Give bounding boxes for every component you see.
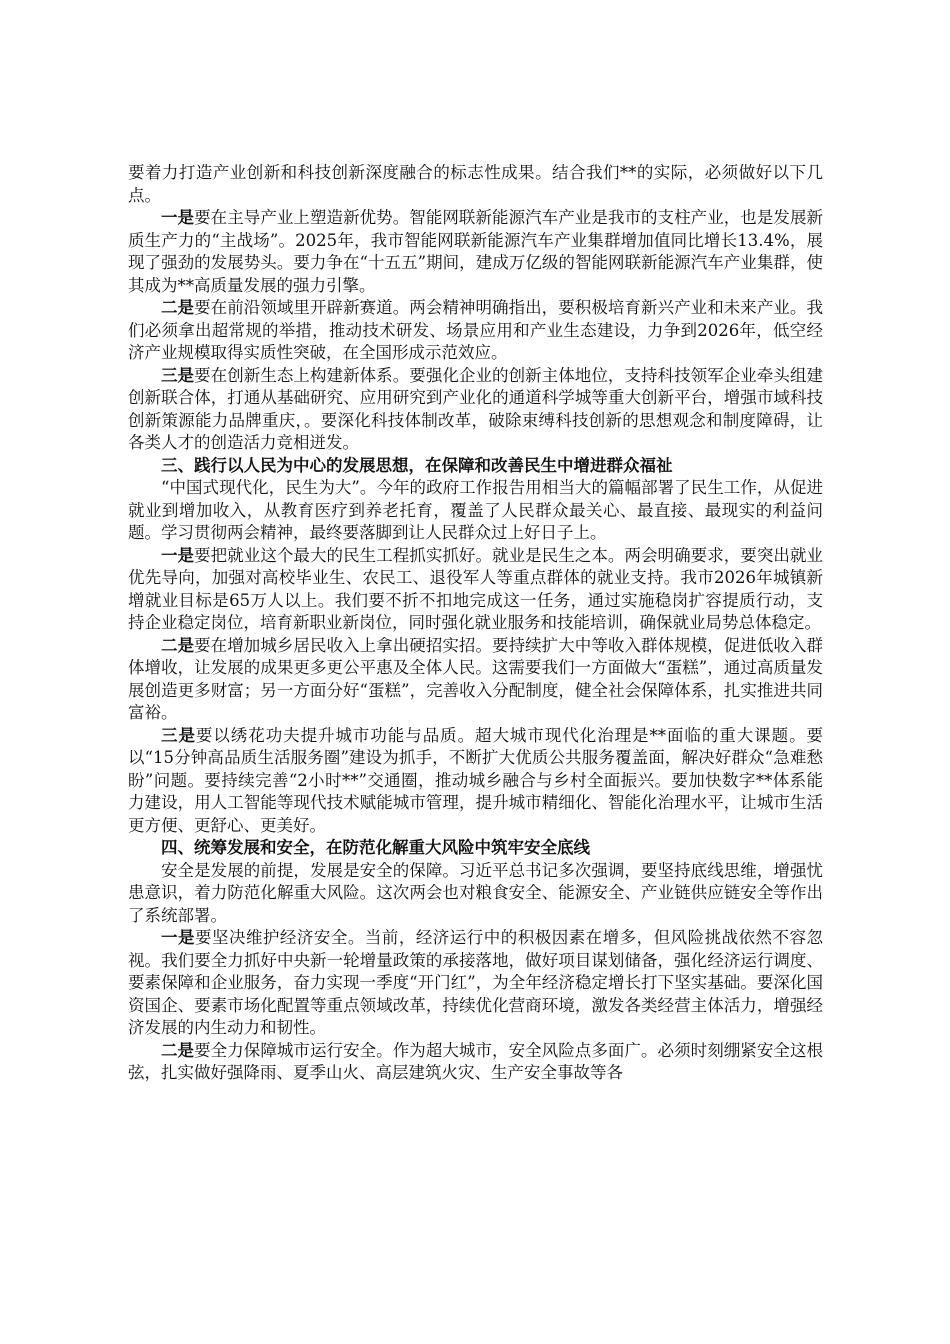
paragraph-7 — [128, 635, 823, 725]
paragraph-lead: 二是 — [161, 1040, 195, 1060]
paragraph-11 — [128, 927, 823, 1040]
paragraph-5 — [128, 477, 823, 545]
paragraph-lead: 二是 — [161, 298, 195, 317]
paragraph-text: 要在增加城乡居民收入上拿出硬招实招。要持续扩大中等收入群体规模，促进低收入群体增收，让发展的成果更多更公平惠及全体人民。这需要我们一方面做大“蛋糕”，通过高质量发展创造更多财富；另一方面分好“蛋糕”，完善收入分配制度，健全社会保障体系，扎实推进共同富裕。 — [128, 635, 824, 722]
paragraph-text: 要以绣花功夫提升城市功能与品质。超大城市现代化治理是**面临的重大课题。要以“15分钟高品质生活服务圈”建设为抓手，不断扩大优质公共服务覆盖面，解决好群众“急难愁盼”问题。要持续完善“2小时**”交通圈，推动城乡融合与乡村全面振兴。要加快数字**体系能力建设，用人工智能等现代技术赋能城市管理，提升城市精细化、智能化治理水平，让城市生活更方便、更舒心、更美好。 — [128, 725, 824, 835]
paragraph-12 — [128, 1040, 823, 1085]
paragraph-0 — [128, 162, 823, 207]
heading-text: 三、践行以人民为中心的发展思想，在保障和改善民生中增进群众福祉 — [161, 455, 673, 475]
paragraph-lead: 三是 — [161, 365, 195, 385]
document-body — [128, 162, 823, 1085]
paragraph-lead: 一是 — [161, 928, 195, 947]
paragraph-text: 要坚决维护经济安全。当前，经济运行中的积极因素在增多，但风险挑战依然不容忽视。我们要全力抓好中央新一轮增量政策的承接落地，做好项目谋划储备，强化经济运行调度、要素保障和企业服务，奋力实现一季度“开门红”，为全年经济稳定增长打下坚实基础。要深化国资国企、要素市场化配置等重点领域改革，持续优化营商环境，激发各类经营主体活力，增强经济发展的内生动力和韧性。 — [128, 928, 824, 1037]
paragraph-10 — [128, 860, 823, 928]
section-heading-3 — [128, 455, 823, 478]
paragraph-text: 要在主导产业上塑造新优势。智能网联新能源汽车产业是我市的支柱产业，也是发展新质生产力的“主战场”。2025年，我市智能网联新能源汽车产业集群增加值同比增长13.4%，展现了强劲的发展势头。要力争在“十五五”期间，建成万亿级的智能网联新能源汽车产业集群，使其成为**高质量发展的强力引擎。 — [128, 208, 824, 295]
paragraph-2 — [128, 297, 823, 365]
paragraph-8 — [128, 725, 823, 838]
paragraph-text: 要把就业这个最大的民生工程抓实抓好。就业是民生之本。两会明确要求，要突出就业优先导向，加强对高校毕业生、农民工、退役军人等重点群体的就业支持。我市2026年城镇新增就业目标是65万人以上。我们要不折不扣地完成这一任务，通过实施稳岗扩容提质行动，支持企业稳定岗位，培育新职业新岗位，同时强化就业服务和技能培训，确保就业局势总体稳定。 — [128, 545, 824, 632]
paragraph-text: 要着力打造产业创新和科技创新深度融合的标志性成果。结合我们**的实际，必须做好以下几点。 — [128, 163, 823, 205]
paragraph-text: “中国式现代化，民生为大”。今年的政府工作报告用相当大的篇幅部署了民生工作，从促进就业到增加收入，从教育医疗到养老托育，覆盖了人民群众最关心、最直接、最现实的利益问题。学习贯彻两会精神，最终要落脚到让人民群众过上好日子上。 — [128, 478, 823, 542]
paragraph-text: 要全力保障城市运行安全。作为超大城市，安全风险点多面广。必须时刻绷紧安全这根弦，扎实做好强降雨、夏季山火、高层建筑火灾、生产安全事故等各 — [128, 1040, 824, 1082]
paragraph-lead: 一是 — [161, 545, 195, 565]
paragraph-lead: 三是 — [161, 725, 196, 745]
paragraph-1 — [128, 207, 823, 297]
paragraph-text: 要在创新生态上构建新体系。要强化企业的创新主体地位，支持科技领军企业牵头组建创新联合体，打通从基础研究、应用研究到产业化的通道科学城等重大创新平台，增强市域科技创新策源能力品牌重庆，。要深化科技体制改革，破除束缚科技创新的思想观念和制度障碍，让各类人才的创造活力竞相迸发。 — [128, 365, 824, 452]
heading-text: 四、统筹发展和安全，在防范化解重大风险中筑牢安全底线 — [161, 838, 590, 857]
paragraph-3 — [128, 365, 823, 455]
paragraph-text: 要在前沿领域里开辟新赛道。两会精神明确指出，要积极培育新兴产业和未来产业。我们必须拿出超常规的举措，推动技术研发、场景应用和产业生态建设，力争到2026年，低空经济产业规模取得实质性突破，在全国形成示范效应。 — [128, 298, 824, 362]
paragraph-text: 安全是发展的前提，发展是安全的保障。习近平总书记多次强调，要坚持底线思维，增强忧患意识，着力防范化解重大风险。这次两会也对粮食安全、能源安全、产业链供应链安全等作出了系统部署。 — [128, 860, 823, 925]
paragraph-lead: 一是 — [161, 208, 195, 227]
paragraph-lead: 二是 — [161, 635, 195, 655]
section-heading-4 — [128, 837, 823, 860]
paragraph-6 — [128, 545, 823, 635]
